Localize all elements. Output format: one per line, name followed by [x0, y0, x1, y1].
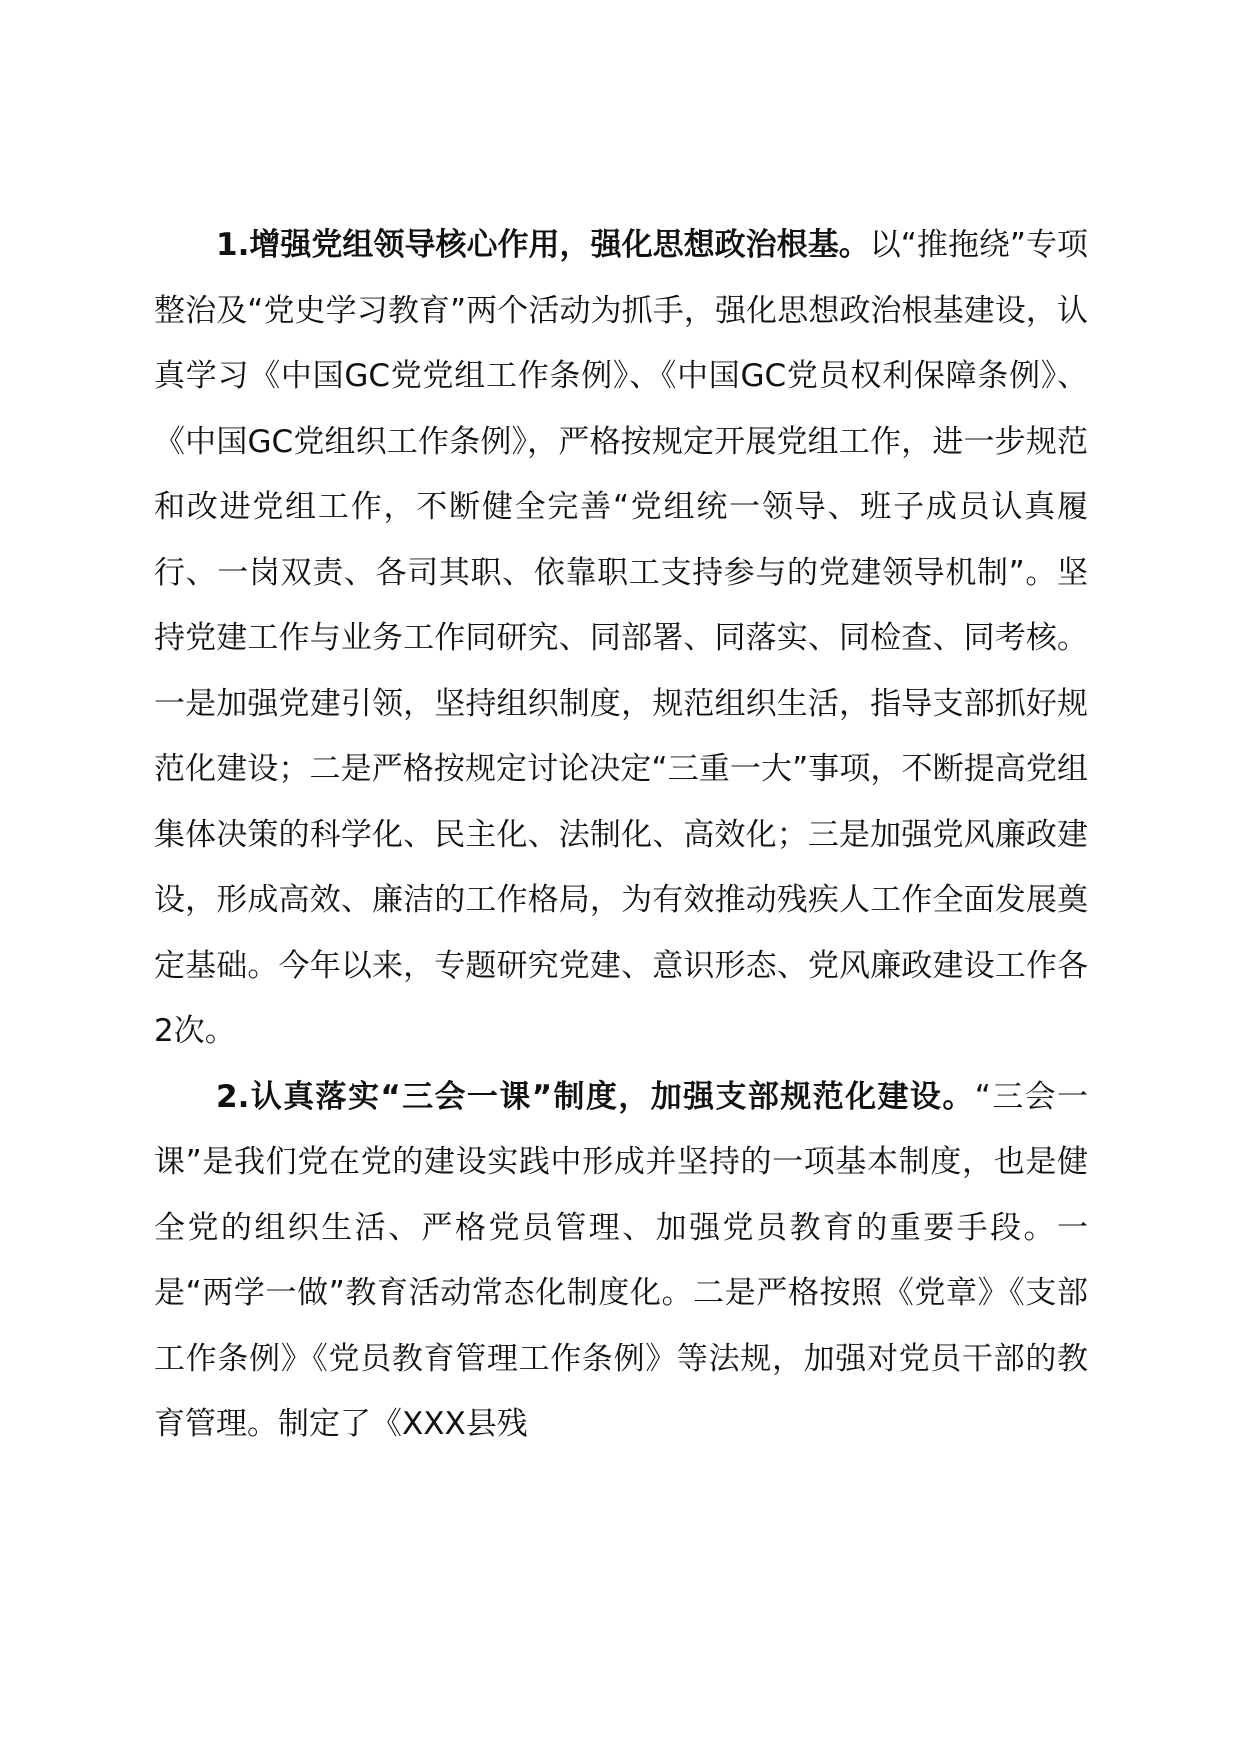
section-2-heading: 2.认真落实“三会一课”制度，加强支部规范化建设。 — [216, 1078, 975, 1115]
section-1-paragraph — [154, 213, 1088, 1065]
section-2-body: “三会一课”是我们党在党的建设实践中形成并坚持的一项基本制度，也是健全党的组织生活、严格党员管理、加强党员教育的重要手段。一是“两学一做”教育活动常态化制度化。二是严格按照《党章》《支部工作条例》《党员教育管理工作条例》等法规，加强对党员干部的教育管理。制定了《XXX县残 — [154, 1078, 1088, 1442]
section-2-paragraph — [154, 1065, 1088, 1458]
section-1-body: 以“推拖绕”专项整治及“党史学习教育”两个活动为抓手，强化思想政治根基建设，认真学习《中国GC党党组工作条例》、《中国GC党员权利保障条例》、《中国GC党组织工作条例》，严格按规定开展党组工作，进一步规范和改进党组工作，不断健全完善“党组统一领导、班子成员认真履行、一岗双责、各司其职、依靠职工支持参与的党建领导机制”。坚持党建工作与业务工作同研究、同部署、同落实、同检查、同考核。一是加强党建引领，坚持组织制度，规范组织生活，指导支部抓好规范化建设；二是严格按规定讨论决定“三重一大”事项，不断提高党组集体决策的科学化、民主化、法制化、高效化；三是加强党风廉政建设，形成高效、廉洁的工作格局，为有效推动残疾人工作全面发展奠定基础。今年以来，专题研究党建、意识形态、党风廉政建设工作各2次。 — [154, 227, 1088, 1049]
document-page — [154, 213, 1088, 1458]
section-1-heading: 1.增强党组领导核心作用，强化思想政治根基。 — [216, 227, 870, 263]
